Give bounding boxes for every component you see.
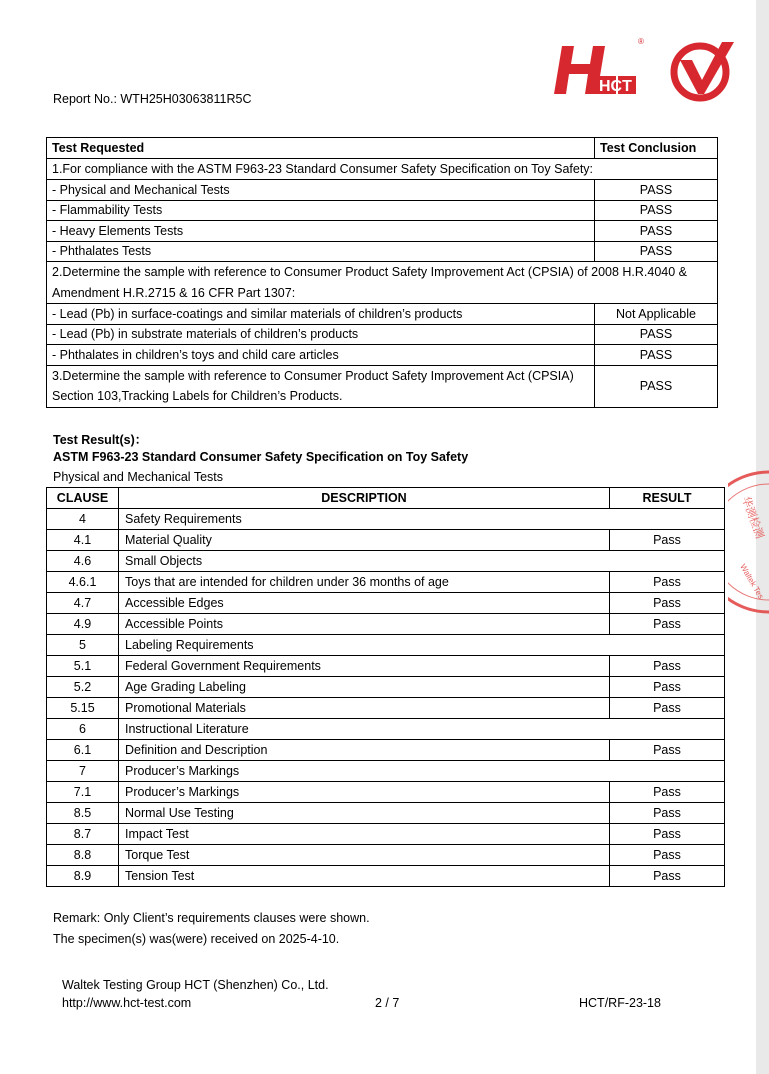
summary-conclusion-cell: PASS [595, 365, 718, 407]
summary-test-cell: - Lead (Pb) in surface-coatings and similar materials of children’s products [47, 304, 595, 325]
clauses-table [46, 487, 725, 887]
clause-number: 4.6 [47, 551, 119, 572]
clause-description: Impact Test [119, 824, 610, 845]
clause-row [47, 824, 725, 845]
clause-row [47, 593, 725, 614]
clause-number: 8.5 [47, 803, 119, 824]
summary-conclusion-cell: PASS [595, 324, 718, 345]
summary-row [47, 324, 718, 345]
clause-row [47, 719, 725, 740]
clause-description: Accessible Points [119, 614, 610, 635]
summary-conclusion-cell: PASS [595, 200, 718, 221]
clause-number: 8.9 [47, 866, 119, 887]
clause-result: Pass [610, 677, 725, 698]
summary-conclusion-cell: PASS [595, 345, 718, 366]
clause-description: Material Quality [119, 530, 610, 551]
standard-title: ASTM F963-23 Standard Consumer Safety Specification on Toy Safety [53, 450, 469, 464]
clause-number: 5.15 [47, 698, 119, 719]
clause-description: Instructional Literature [119, 719, 725, 740]
summary-section-text: 1.For compliance with the ASTM F963-23 Standard Consumer Safety Specification on Toy Safety: [47, 158, 718, 180]
clause-row [47, 656, 725, 677]
col-result: RESULT [610, 488, 725, 509]
summary-section-row [47, 158, 718, 180]
clause-description: Torque Test [119, 845, 610, 866]
clause-number: 6.1 [47, 740, 119, 761]
clause-description: Tension Test [119, 866, 610, 887]
summary-test-cell: - Lead (Pb) in substrate materials of children’s products [47, 324, 595, 345]
summary-test-cell: - Physical and Mechanical Tests [47, 180, 595, 201]
clause-description: Safety Requirements [119, 509, 725, 530]
footer-page-number: 2 / 7 [375, 996, 400, 1010]
col-clause: CLAUSE [47, 488, 119, 509]
summary-row [47, 304, 718, 325]
clause-result: Pass [610, 740, 725, 761]
clause-number: 7.1 [47, 782, 119, 803]
logo-text: HCT [599, 78, 632, 95]
remark-text: Remark: Only Client’s requirements clauses were shown. [53, 911, 370, 925]
summary-conclusion-cell: PASS [595, 180, 718, 201]
clause-row [47, 551, 725, 572]
col-description: DESCRIPTION [119, 488, 610, 509]
clause-description: Promotional Materials [119, 698, 610, 719]
clause-number: 7 [47, 761, 119, 782]
company-seal-stamp [728, 468, 769, 616]
clause-row [47, 803, 725, 824]
clause-number: 4.9 [47, 614, 119, 635]
clause-result: Pass [610, 698, 725, 719]
clause-row [47, 866, 725, 887]
summary-row [47, 221, 718, 242]
footer-company: Waltek Testing Group HCT (Shenzhen) Co., Ltd. [62, 978, 329, 992]
summary-header-row [47, 138, 718, 159]
summary-row [47, 345, 718, 366]
footer-form-code: HCT/RF-23-18 [579, 996, 661, 1010]
clause-row [47, 698, 725, 719]
summary-test-cell: - Phthalates in children’s toys and child care articles [47, 345, 595, 366]
seal-text-cn: 华测检测 [739, 494, 767, 541]
summary-row [47, 365, 718, 407]
clause-description: Labeling Requirements [119, 635, 725, 656]
registered-mark: ® [638, 37, 644, 46]
clause-description: Small Objects [119, 551, 725, 572]
clause-number: 8.8 [47, 845, 119, 866]
clause-result: Pass [610, 614, 725, 635]
clause-row [47, 677, 725, 698]
summary-test-cell: - Flammability Tests [47, 200, 595, 221]
clause-result: Pass [610, 803, 725, 824]
clause-description: Age Grading Labeling [119, 677, 610, 698]
results-heading: Test Result(s)： [53, 433, 148, 447]
clause-description: Definition and Description [119, 740, 610, 761]
clause-result: Pass [610, 782, 725, 803]
clause-result: Pass [610, 824, 725, 845]
clause-number: 4 [47, 509, 119, 530]
clause-description: Federal Government Requirements [119, 656, 610, 677]
clause-row [47, 509, 725, 530]
clause-result: Pass [610, 656, 725, 677]
clauses-header-row [47, 488, 725, 509]
summary-section-row [47, 262, 718, 304]
clause-description: Producer’s Markings [119, 761, 725, 782]
clause-row [47, 782, 725, 803]
clause-row [47, 740, 725, 761]
hct-logo [552, 36, 742, 106]
clause-row [47, 572, 725, 593]
summary-conclusion-cell: Not Applicable [595, 304, 718, 325]
clause-number: 5 [47, 635, 119, 656]
clause-number: 4.7 [47, 593, 119, 614]
clause-number: 5.1 [47, 656, 119, 677]
clause-row [47, 614, 725, 635]
summary-test-cell: - Phthalates Tests [47, 241, 595, 262]
clause-result: Pass [610, 530, 725, 551]
clause-number: 8.7 [47, 824, 119, 845]
section-subtitle: Physical and Mechanical Tests [53, 470, 223, 484]
report-number: Report No.: WTH25H03063811R5C [53, 92, 252, 106]
clause-number: 6 [47, 719, 119, 740]
col-test-conclusion: Test Conclusion [595, 138, 718, 159]
summary-test-cell: 3.Determine the sample with reference to Consumer Product Safety Improvement Act (CPSIA) Section 103,Tracking Labels for Children’s Products. [47, 365, 595, 407]
clause-result: Pass [610, 845, 725, 866]
clause-description: Normal Use Testing [119, 803, 610, 824]
clause-row [47, 530, 725, 551]
summary-row [47, 200, 718, 221]
clause-number: 4.1 [47, 530, 119, 551]
col-test-requested: Test Requested [47, 138, 595, 159]
seal-text-en: Waltek Tes [738, 562, 766, 601]
clause-number: 4.6.1 [47, 572, 119, 593]
clause-row [47, 845, 725, 866]
summary-row [47, 180, 718, 201]
clause-result: Pass [610, 593, 725, 614]
clause-description: Toys that are intended for children under 36 months of age [119, 572, 610, 593]
summary-table [46, 137, 718, 408]
clause-row [47, 635, 725, 656]
clause-description: Accessible Edges [119, 593, 610, 614]
summary-conclusion-cell: PASS [595, 221, 718, 242]
summary-conclusion-cell: PASS [595, 241, 718, 262]
summary-test-cell: - Heavy Elements Tests [47, 221, 595, 242]
clause-result: Pass [610, 866, 725, 887]
received-date-text: The specimen(s) was(were) received on 2025-4-10. [53, 932, 340, 946]
clause-number: 5.2 [47, 677, 119, 698]
clause-description: Producer’s Markings [119, 782, 610, 803]
footer-url: http://www.hct-test.com [62, 996, 192, 1010]
clause-row [47, 761, 725, 782]
summary-row [47, 241, 718, 262]
clause-result: Pass [610, 572, 725, 593]
summary-section-text: 2.Determine the sample with reference to Consumer Product Safety Improvement Act (CPSIA) of 2008 H.R.4040 & Amendment H.R.2715 & 16 CFR Part 1307: [47, 262, 718, 304]
